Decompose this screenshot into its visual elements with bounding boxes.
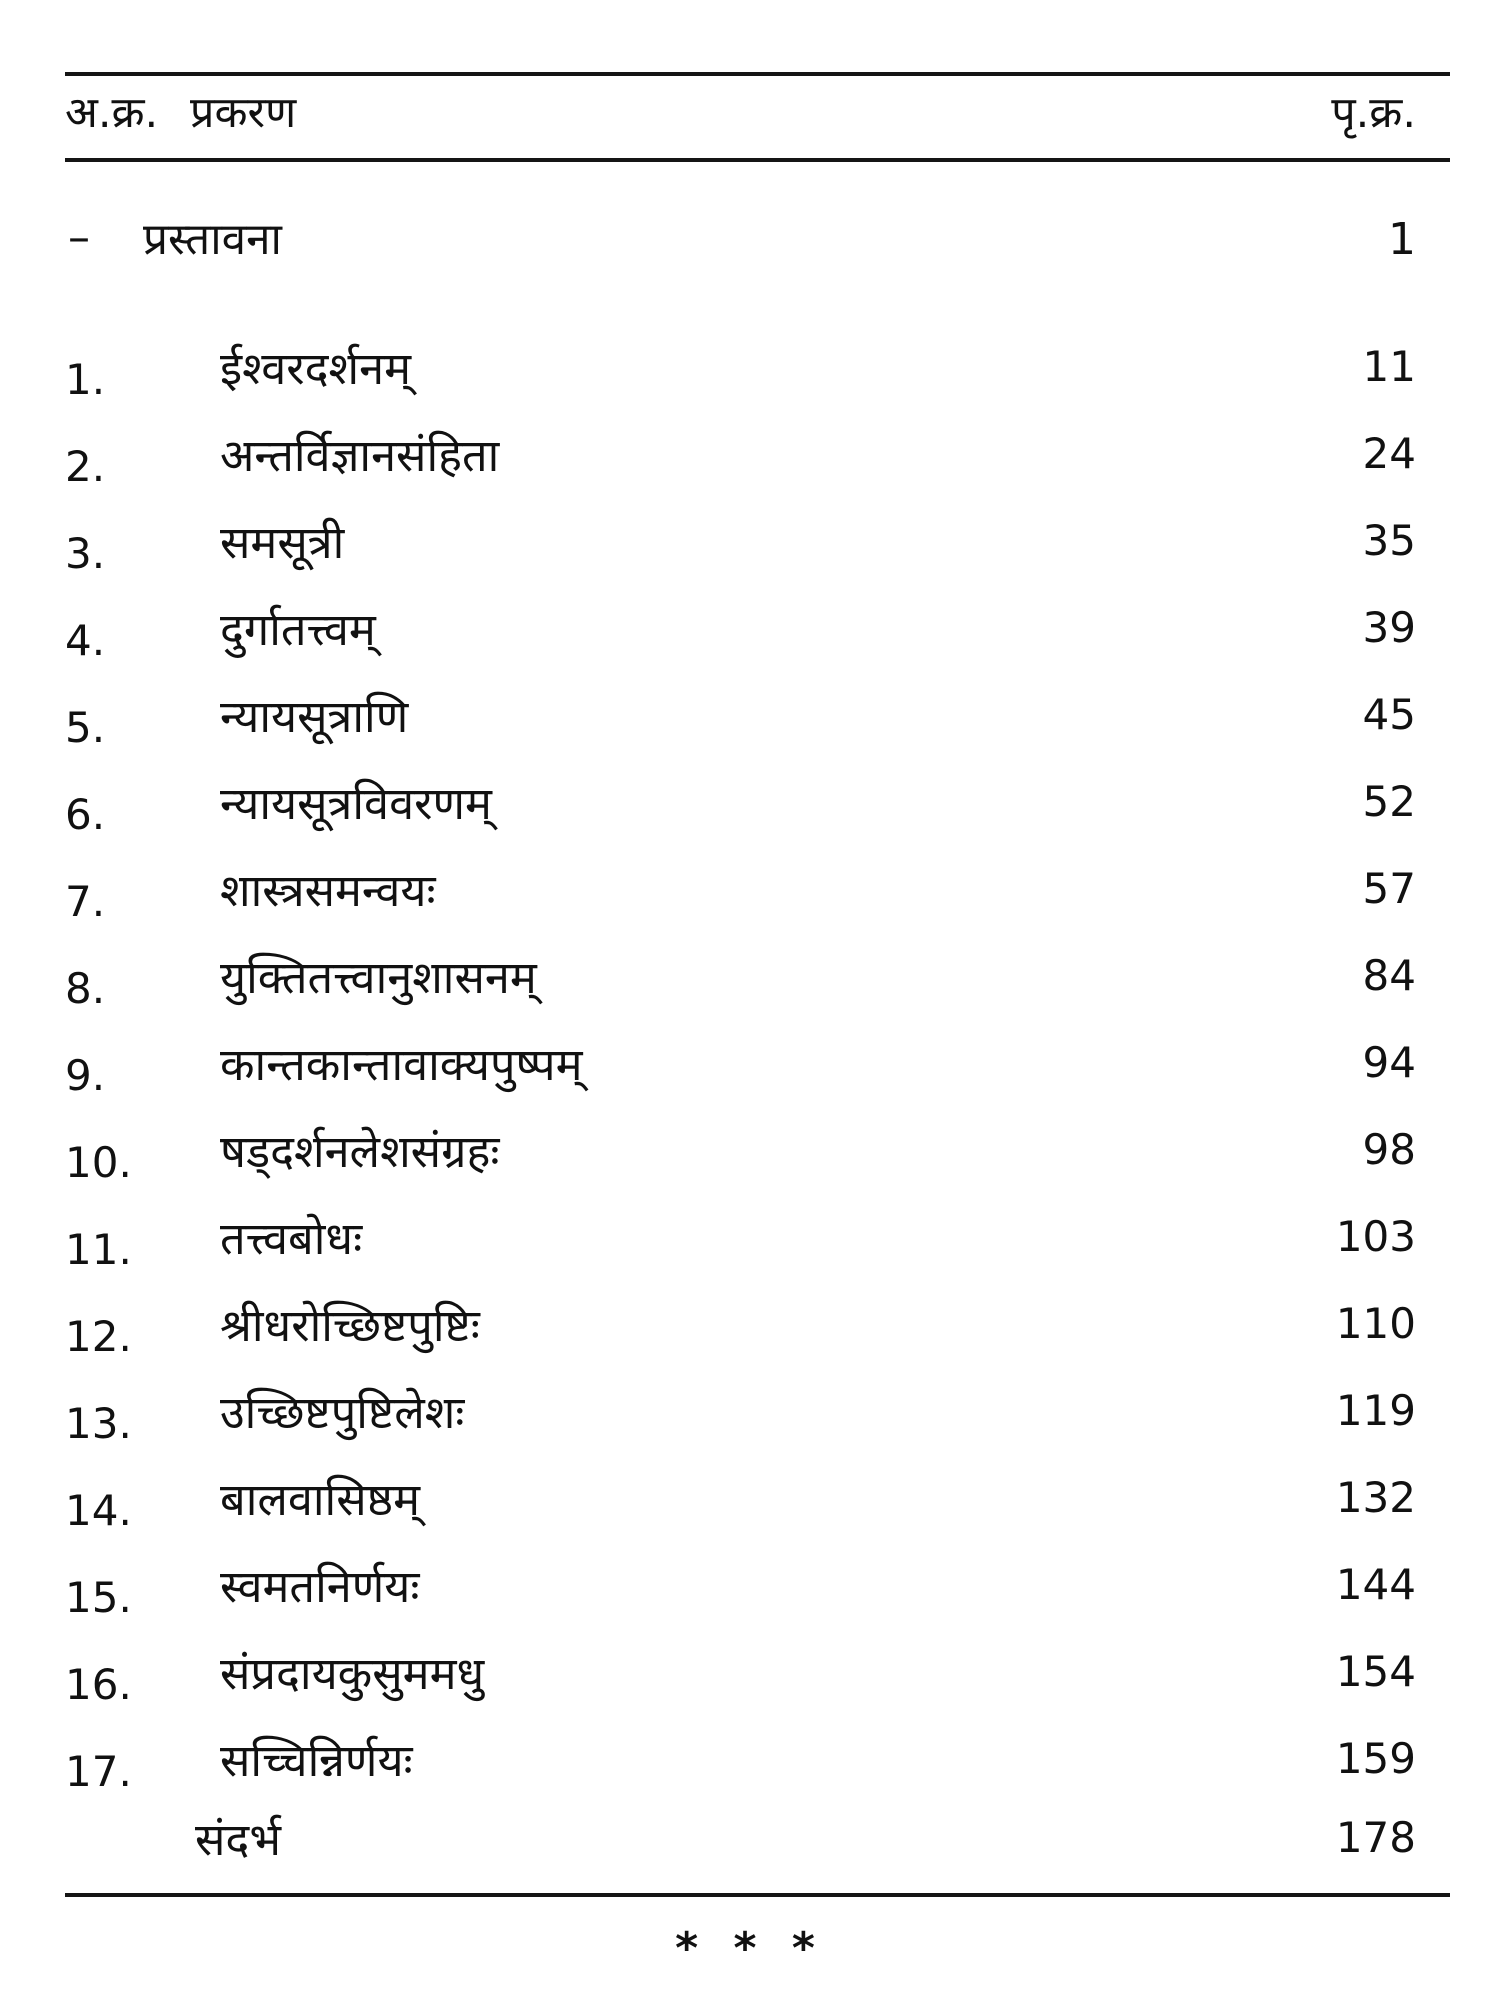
entry-page-number: 103 bbox=[1335, 1212, 1416, 1261]
entry-page-number: 94 bbox=[1362, 1038, 1416, 1087]
entry-number: 2. bbox=[65, 442, 106, 491]
entry-page-number: 132 bbox=[1335, 1473, 1416, 1522]
header-rule bbox=[65, 158, 1450, 162]
toc-row bbox=[0, 1473, 1500, 1543]
top-rule bbox=[65, 72, 1450, 76]
entry-number: 8. bbox=[65, 964, 106, 1013]
intro-row bbox=[0, 214, 1500, 284]
entry-page-number: 110 bbox=[1335, 1299, 1416, 1348]
toc-row bbox=[0, 1560, 1500, 1630]
entry-number: 12. bbox=[65, 1312, 132, 1361]
entry-title: श्रीधरोच्छिष्टपुष्टिः bbox=[220, 1299, 480, 1352]
entry-number: 9. bbox=[65, 1051, 106, 1100]
entry-number: 17. bbox=[65, 1747, 132, 1796]
toc-row bbox=[0, 1125, 1500, 1195]
entry-title: तत्त्वबोधः bbox=[220, 1212, 363, 1265]
entry-title: न्यायसूत्रविवरणम् bbox=[220, 777, 492, 830]
toc-row bbox=[0, 516, 1500, 586]
entry-number: 10. bbox=[65, 1138, 132, 1187]
entry-page-number: 119 bbox=[1335, 1386, 1416, 1435]
entry-page-number: 11 bbox=[1362, 342, 1416, 391]
entry-number: 11. bbox=[65, 1225, 132, 1274]
toc-row bbox=[0, 864, 1500, 934]
intro-page-number: 1 bbox=[1388, 214, 1416, 265]
entry-page-number: 98 bbox=[1362, 1125, 1416, 1174]
entry-page-number: 84 bbox=[1362, 951, 1416, 1000]
intro-dash: – bbox=[68, 212, 90, 263]
entry-number: 3. bbox=[65, 529, 106, 578]
toc-row bbox=[0, 690, 1500, 760]
entry-page-number: 24 bbox=[1362, 429, 1416, 478]
toc-row bbox=[0, 1212, 1500, 1282]
page-column-header: पृ.क्र. bbox=[1331, 88, 1416, 138]
entry-title: अन्तर्विज्ञानसंहिता bbox=[220, 429, 500, 482]
entry-number: 16. bbox=[65, 1660, 132, 1709]
serial-column-header: अ.क्र. bbox=[65, 88, 159, 138]
toc-row bbox=[0, 951, 1500, 1021]
entry-page-number: 52 bbox=[1362, 777, 1416, 826]
entry-page-number: 45 bbox=[1362, 690, 1416, 739]
entry-title: कान्तकान्तावाक्यपुष्पम् bbox=[220, 1038, 583, 1091]
entry-title: स्वमतनिर्णयः bbox=[220, 1560, 420, 1613]
entry-title: सच्चिन्निर्णयः bbox=[220, 1734, 413, 1787]
toc-header-row bbox=[0, 82, 1500, 152]
entry-title: युक्तितत्त्वानुशासनम् bbox=[220, 951, 537, 1004]
entry-page-number: 35 bbox=[1362, 516, 1416, 565]
entry-number: 7. bbox=[65, 877, 106, 926]
references-row bbox=[0, 1813, 1500, 1883]
references-page-number: 178 bbox=[1335, 1813, 1416, 1862]
entry-page-number: 57 bbox=[1362, 864, 1416, 913]
toc-row bbox=[0, 1647, 1500, 1717]
entry-title: संप्रदायकुसुममधु bbox=[220, 1647, 485, 1700]
entry-page-number: 159 bbox=[1335, 1734, 1416, 1783]
chapter-column-header: प्रकरण bbox=[190, 88, 297, 138]
footer-ornament: * * * bbox=[675, 1923, 825, 1974]
entry-title: समसूत्री bbox=[220, 516, 345, 569]
entry-title: बालवासिष्ठम् bbox=[220, 1473, 421, 1526]
entry-number: 1. bbox=[65, 355, 106, 404]
toc-row bbox=[0, 429, 1500, 499]
entry-number: 15. bbox=[65, 1573, 132, 1622]
entry-title: दुर्गातत्त्वम् bbox=[220, 603, 376, 656]
toc-row bbox=[0, 777, 1500, 847]
entry-page-number: 39 bbox=[1362, 603, 1416, 652]
entry-title: ईश्वरदर्शनम् bbox=[220, 342, 412, 395]
toc-row bbox=[0, 1038, 1500, 1108]
entry-page-number: 144 bbox=[1335, 1560, 1416, 1609]
toc-row bbox=[0, 1734, 1500, 1804]
entry-page-number: 154 bbox=[1335, 1647, 1416, 1696]
toc-row bbox=[0, 1299, 1500, 1369]
entry-number: 5. bbox=[65, 703, 106, 752]
toc-row bbox=[0, 603, 1500, 673]
entry-title: न्यायसूत्राणि bbox=[220, 690, 409, 743]
bottom-rule bbox=[65, 1893, 1450, 1897]
entry-title: षड्दर्शनलेशसंग्रहः bbox=[220, 1125, 500, 1178]
entry-number: 13. bbox=[65, 1399, 132, 1448]
entry-title: उच्छिष्टपुष्टिलेशः bbox=[220, 1386, 465, 1439]
entry-number: 4. bbox=[65, 616, 106, 665]
intro-title: प्रस्तावना bbox=[143, 214, 282, 265]
entry-title: शास्त्रसमन्वयः bbox=[220, 864, 436, 917]
references-title: संदर्भ bbox=[195, 1813, 281, 1866]
toc-row bbox=[0, 1386, 1500, 1456]
entry-number: 14. bbox=[65, 1486, 132, 1535]
toc-row bbox=[0, 342, 1500, 412]
entry-number: 6. bbox=[65, 790, 106, 839]
